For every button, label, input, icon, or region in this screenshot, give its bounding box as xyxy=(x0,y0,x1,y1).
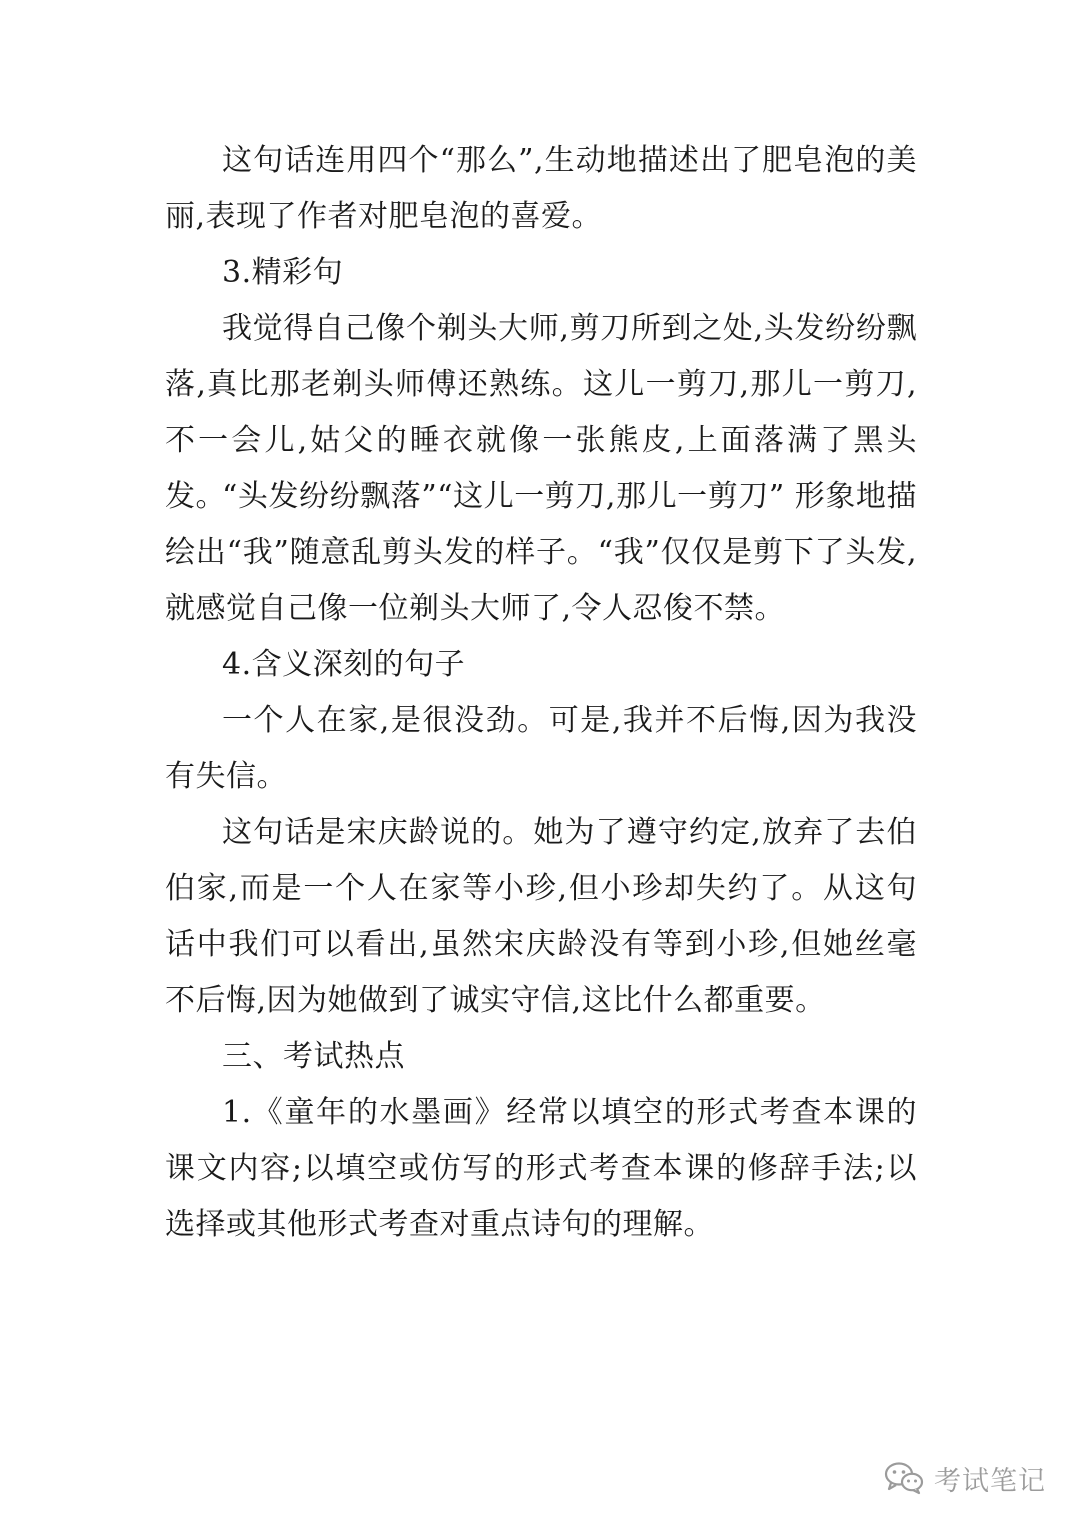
paragraph-haircut-analysis: “头发纷纷飘落”“这儿一剪刀,那儿一剪刀” 形象地描绘出“我”随意乱剪头发的样子。“我”仅仅是剪下了头发,就感觉自己像一位剃头大师了,令人忍俊不禁。 xyxy=(165,479,917,626)
watermark xyxy=(884,1453,1046,1503)
paragraph-promise-analysis: 这句话是宋庆龄说的。她为了遵守约定,放弃了去伯伯家,而是一个人在家等小珍,但小珍却失约了。从这句话中我们可以看出,虽然宋庆龄没有等到小珍,但她丝毫不后悔,因为她做到了诚实守信,这比什么都重要。 xyxy=(165,815,917,1018)
paragraph-promise-quote: 一个人在家,是很没劲。可是,我并不后悔,因为我没有失信。 xyxy=(165,703,917,794)
heading-profound-sentence: 4.含义深刻的句子 xyxy=(222,647,466,682)
wechat-icon xyxy=(884,1461,924,1495)
paragraph-bubble-analysis: 这句话连用四个“那么”,生动地描述出了肥皂泡的美丽,表现了作者对肥皂泡的喜爱。 xyxy=(165,143,917,234)
paragraph-haircut-quote: 我觉得自己像个剃头大师,剪刀所到之处,头发纷纷飘落,真比那老剃头师傅还熟练。这儿一剪刀,那儿一剪刀,不一会儿,姑父的睡衣就像一张熊皮,上面落满了黑头发。 xyxy=(165,311,917,514)
heading-wonderful-sentence: 3.精彩句 xyxy=(222,255,344,290)
paragraph-exam-point-1: 1.《童年的水墨画》经常以填空的形式考查本课的课文内容;以填空或仿写的形式考查本课的修辞手法;以选择或其他形式考查对重点诗句的理解。 xyxy=(165,1095,917,1242)
heading-exam-hotspots: 三、考试热点 xyxy=(222,1039,405,1074)
watermark-text: 考试笔记 xyxy=(934,1465,1046,1497)
